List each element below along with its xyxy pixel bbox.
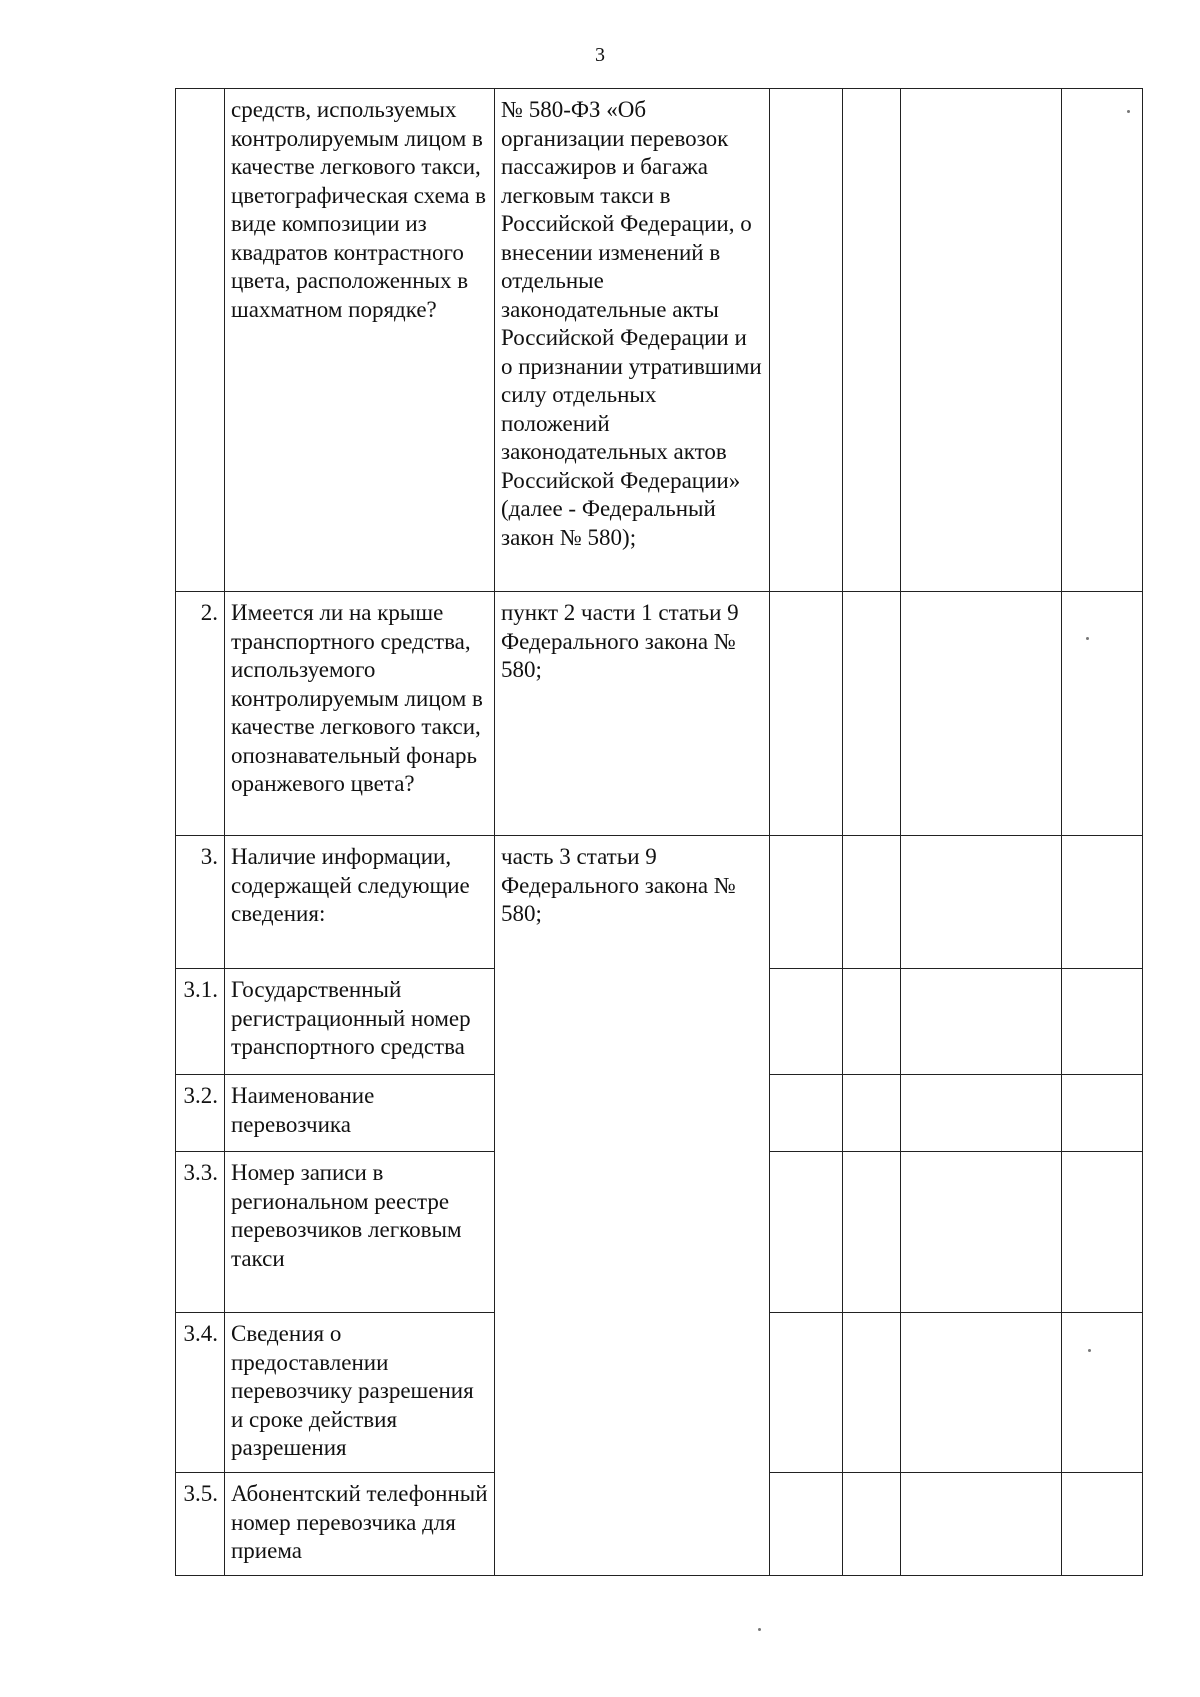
row-number: 3.1. bbox=[176, 969, 225, 1075]
answer-yes-cell bbox=[770, 1075, 843, 1152]
row-number: 3.5. bbox=[176, 1473, 225, 1576]
not-applicable-cell bbox=[901, 969, 1062, 1075]
scan-speck bbox=[1086, 637, 1089, 640]
answer-yes-cell bbox=[770, 1313, 843, 1473]
answer-yes-cell bbox=[770, 592, 843, 836]
note-cell bbox=[1062, 89, 1143, 592]
not-applicable-cell bbox=[901, 1075, 1062, 1152]
note-cell bbox=[1062, 1473, 1143, 1576]
question-cell: Наличие информации, содержащей следующие сведения: bbox=[225, 836, 495, 969]
answer-no-cell bbox=[843, 969, 901, 1075]
question-cell: средств, используемых контролируемым лицом в качестве легкового такси, цветографическая схема в виде композиции из квадратов контрастного цвета, расположенных в шахматном порядке? bbox=[225, 89, 495, 592]
note-cell bbox=[1062, 969, 1143, 1075]
scan-speck bbox=[1088, 1349, 1091, 1352]
not-applicable-cell bbox=[901, 1473, 1062, 1576]
table-row bbox=[176, 836, 1143, 969]
checklist-table bbox=[175, 88, 1143, 1576]
row-number: 3.3. bbox=[176, 1152, 225, 1313]
answer-yes-cell bbox=[770, 1152, 843, 1313]
note-cell bbox=[1062, 1075, 1143, 1152]
question-cell: Государственный регистрационный номер транспортного средства bbox=[225, 969, 495, 1075]
row-number: 3.4. bbox=[176, 1313, 225, 1473]
note-cell bbox=[1062, 1313, 1143, 1473]
not-applicable-cell bbox=[901, 836, 1062, 969]
row-number: 3.2. bbox=[176, 1075, 225, 1152]
note-cell bbox=[1062, 1152, 1143, 1313]
answer-yes-cell bbox=[770, 89, 843, 592]
question-cell: Номер записи в региональном реестре перевозчиков легковым такси bbox=[225, 1152, 495, 1313]
note-cell bbox=[1062, 592, 1143, 836]
not-applicable-cell bbox=[901, 89, 1062, 592]
not-applicable-cell bbox=[901, 592, 1062, 836]
legal-reference-cell: № 580-ФЗ «Об организации перевозок пассажиров и багажа легковым такси в Российской Федерации, о внесении изменений в отдельные законодательные акты Российской Федерации и о признании утратившими силу отдельных положений законодательных актов Российской Федерации» (далее - Федеральный закон № 580); bbox=[495, 89, 770, 592]
page-number: 3 bbox=[595, 44, 605, 66]
question-cell: Сведения о предоставлении перевозчику разрешения и сроке действия разрешения bbox=[225, 1313, 495, 1473]
table-row bbox=[176, 592, 1143, 836]
not-applicable-cell bbox=[901, 1313, 1062, 1473]
legal-reference-cell: пункт 2 части 1 статьи 9 Федерального закона № 580; bbox=[495, 592, 770, 836]
answer-no-cell bbox=[843, 592, 901, 836]
not-applicable-cell bbox=[901, 1152, 1062, 1313]
answer-no-cell bbox=[843, 1152, 901, 1313]
answer-yes-cell bbox=[770, 969, 843, 1075]
answer-no-cell bbox=[843, 1473, 901, 1576]
answer-yes-cell bbox=[770, 836, 843, 969]
answer-no-cell bbox=[843, 836, 901, 969]
scan-speck bbox=[758, 1628, 761, 1631]
question-cell: Имеется ли на крыше транспортного средства, используемого контролируемым лицом в качестве легкового такси, опознавательный фонарь оранжевого цвета? bbox=[225, 592, 495, 836]
row-number bbox=[176, 89, 225, 592]
answer-no-cell bbox=[843, 1075, 901, 1152]
question-cell: Абонентский телефонный номер перевозчика для приема bbox=[225, 1473, 495, 1576]
row-number: 2. bbox=[176, 592, 225, 836]
note-cell bbox=[1062, 836, 1143, 969]
row-number: 3. bbox=[176, 836, 225, 969]
table-row bbox=[176, 89, 1143, 592]
question-cell: Наименование перевозчика bbox=[225, 1075, 495, 1152]
legal-reference-cell: часть 3 статьи 9 Федерального закона № 580; bbox=[495, 836, 770, 1576]
answer-no-cell bbox=[843, 1313, 901, 1473]
scan-speck bbox=[1127, 110, 1130, 113]
answer-no-cell bbox=[843, 89, 901, 592]
answer-yes-cell bbox=[770, 1473, 843, 1576]
